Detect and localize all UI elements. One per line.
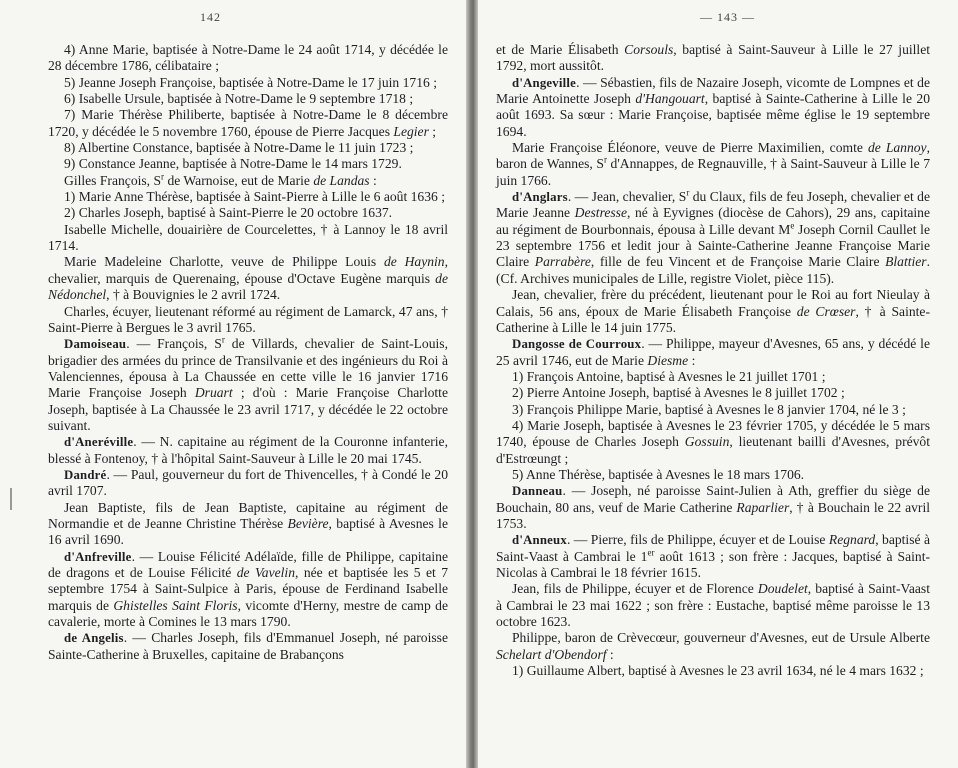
entry-heading: d'Angeville bbox=[512, 75, 577, 90]
paragraph bbox=[48, 156, 448, 172]
text-run: , baptisé à Avesnes le 16 avril 1690. bbox=[48, 515, 448, 548]
right-page-number: — 143 — bbox=[700, 10, 755, 24]
text-run: Jean, chevalier, frère du précédent, lieutenant pour le Roi au fort Nieulay à Calais, 56 ans, époux de Marie Élisabeth Françoise bbox=[496, 287, 930, 319]
right-page-text bbox=[496, 42, 930, 679]
italic-name: de Haynin bbox=[383, 254, 445, 270]
text-run: . — Charles Joseph, fils d'Emmanuel Joseph, né paroisse Sainte-Catherine à Bruxelles, capitaine de Brabançons bbox=[48, 630, 448, 662]
text-run: . — N. capitaine au régiment de la Couronne infanterie, blessé à Fontenoy, † à l'hôpital Saint-Sauveur à Lille le 20 mai 1745. bbox=[48, 434, 448, 466]
paragraph bbox=[48, 254, 448, 303]
text-run: Marie Madeleine Charlotte, veuve de Philippe Louis bbox=[64, 254, 384, 270]
text-run: , né à Eyvignes (diocèse de Cahors), 29 ans, capitaine au régiment de Bourbonnais, épousa à Lille devant M bbox=[496, 205, 930, 237]
text-run: ; bbox=[428, 123, 437, 139]
paragraph bbox=[48, 467, 448, 500]
left-page-text bbox=[48, 42, 448, 663]
left-page-number: 142 bbox=[200, 10, 221, 24]
text-run: . (Cf. Archives municipales de Lille, registre Violet, pièce 115). bbox=[496, 254, 931, 286]
italic-name: Blattier bbox=[885, 254, 927, 270]
text-run: Jean Baptiste, fils de Jean Baptiste, capitaine au régiment de Normandie et de Jeanne Christine Thérèse bbox=[48, 499, 448, 531]
superscript: r bbox=[221, 334, 225, 345]
text-run: Philippe, baron de Crèvecœur, gouverneur d'Avesnes, eut de Ursule Alberte bbox=[512, 630, 930, 646]
text-run: , baptisé à Saint-Vaast à Cambrai le 1 bbox=[496, 532, 931, 564]
text-run: . — Sébastien, fils de Nazaire Joseph, vicomte de Lompnes et de Marie Antoinette Joseph bbox=[496, 74, 930, 107]
italic-name: de Nédonchel bbox=[48, 270, 448, 303]
italic-name: Ghistelles Saint Floris bbox=[113, 597, 238, 613]
text-run: 4) Anne Marie, baptisée à Notre-Dame le 24 août 1714, y décédée le 28 décembre 1786, célibataire ; bbox=[48, 42, 448, 74]
entry-heading: de Angelis bbox=[64, 631, 124, 646]
entry-heading: Dangosse de Courroux bbox=[512, 337, 642, 352]
text-run: . — Jean, chevalier, S bbox=[567, 189, 687, 205]
text-run: 2) Pierre Antoine Joseph, baptisé à Avesnes le 8 juillet 1702 ; bbox=[512, 385, 845, 401]
text-run: 6) Isabelle Ursule, baptisée à Notre-Dame le 9 septembre 1718 ; bbox=[64, 91, 414, 107]
paragraph bbox=[496, 189, 930, 287]
text-run: Jean, fils de Philippe, écuyer et de Florence bbox=[512, 581, 758, 597]
margin-mark bbox=[10, 488, 12, 510]
italic-name: d'Hangouart bbox=[635, 91, 705, 107]
right-page bbox=[478, 0, 958, 768]
italic-name: de Vavelin bbox=[236, 565, 296, 580]
text-run: , baptisé à Sainte-Catherine à Lille le 20 août 1693. Sa sœur : Marie Françoise, baptisée même église le 19 septembre 1694. bbox=[496, 91, 930, 139]
superscript: r bbox=[686, 187, 690, 198]
italic-name: Druart bbox=[194, 385, 233, 401]
text-run: du Claux, fils de feu Joseph, chevalier et de Marie Jeanne bbox=[496, 189, 930, 221]
entry-heading: d'Anfreville bbox=[64, 549, 132, 564]
italic-name: Parrabère bbox=[534, 254, 591, 270]
text-run: . — Joseph, né paroisse Saint-Julien à Ath, greffier du siège de Bouchain, 80 ans, veuf de Marie Catherine bbox=[496, 483, 930, 515]
text-run: 5) Anne Thérèse, baptisée à Avesnes le 18 mars 1706. bbox=[512, 466, 805, 482]
italic-name: Bevière bbox=[287, 515, 329, 531]
italic-name: Legier bbox=[393, 123, 429, 139]
italic-name: Gossuin bbox=[684, 434, 730, 450]
text-run: 1) Marie Anne Thérèse, baptisée à Saint-Pierre à Lille le 6 août 1636 ; bbox=[64, 189, 446, 205]
text-run: d'Annappes, de Regnauville, † à Saint-Sauveur à Lille le 7 juin 1766. bbox=[496, 156, 930, 188]
paragraph bbox=[48, 91, 448, 107]
text-run: , fille de feu Vincent et de Françoise Marie Claire bbox=[590, 254, 886, 270]
left-page bbox=[0, 0, 466, 768]
text-run: , lieutenant bailli d'Avesnes, prévôt d'Estrœungt ; bbox=[496, 434, 931, 466]
entry-heading: d'Anneux bbox=[512, 533, 567, 548]
text-run: de Villards, chevalier de Saint-Louis, brigadier des armées du prince de Transilvanie et des ingénieurs du Roi à Valenciennes, épousa à La Chaussée en cette ville le 16 janvier 1716 Marie Françoise Joseph bbox=[48, 336, 448, 401]
text-run: , † à Bouchain le 22 avril 1753. bbox=[496, 499, 930, 531]
italic-name: Schelart d'Obendorf bbox=[496, 646, 607, 662]
entry-heading: Dandré bbox=[64, 467, 107, 482]
text-run: Charles, écuyer, lieutenant réformé au régiment de Lamarck, 47 ans, † Saint-Pierre à Bergues le 3 avril 1765. bbox=[48, 303, 448, 335]
text-run: août 1613 ; son frère : Jacques, baptisé à Saint-Nicolas à Cambrai le 18 février 1615. bbox=[496, 548, 931, 580]
paragraph bbox=[48, 173, 448, 189]
text-run: , baptisé à Saint-Vaast à Cambrai le 23 mai 1622 ; son frère : Eustache, baptisé même paroisse le 13 octobre 1623. bbox=[496, 581, 931, 630]
italic-name: de Landas bbox=[313, 172, 370, 188]
text-run: Marie Françoise Éléonore, veuve de Pierre Maximilien, comte bbox=[512, 140, 868, 156]
paragraph bbox=[48, 304, 448, 337]
paragraph bbox=[496, 630, 930, 663]
superscript: r bbox=[603, 154, 607, 165]
italic-name: Destresse bbox=[574, 205, 628, 221]
paragraph bbox=[48, 140, 448, 156]
paragraph bbox=[48, 75, 448, 91]
paragraph bbox=[496, 336, 930, 369]
text-run: . — Paul, gouverneur du fort de Thivencelles, † à Condé le 20 avril 1707. bbox=[48, 466, 448, 499]
superscript: r bbox=[161, 171, 165, 182]
text-run: Isabelle Michelle, douairière de Courcelettes, † à Lannoy le 18 avril 1714. bbox=[48, 221, 448, 254]
text-run: 1) Guillaume Albert, baptisé à Avesnes le 23 avril 1634, né le 4 mars 1632 ; bbox=[512, 663, 924, 679]
text-run: , baron de Wannes, S bbox=[496, 140, 931, 172]
paragraph bbox=[48, 549, 448, 631]
text-run: 7) Marie Thérèse Philiberte, baptisée à Notre-Dame le 8 décembre 1720, y décédée le 5 novembre 1760, épouse de Pierre Jacques bbox=[48, 107, 448, 139]
entry-heading: Damoiseau bbox=[64, 337, 127, 352]
paragraph bbox=[48, 500, 448, 549]
paragraph bbox=[48, 434, 448, 467]
text-run: Joseph Cornil Caullet le 23 septembre 1756 et ledit jour à Sainte-Catherine Jeanne Françoise Marie Claire bbox=[496, 221, 930, 270]
book-gutter bbox=[466, 0, 478, 768]
paragraph bbox=[496, 532, 930, 581]
paragraph bbox=[496, 369, 930, 385]
text-run: 4) Marie Joseph, baptisée à Avesnes le 23 février 1705, y décédée le 5 mars 1740, épouse de Charles Joseph bbox=[496, 417, 930, 450]
superscript: e bbox=[790, 220, 795, 231]
paragraph bbox=[48, 42, 448, 75]
paragraph bbox=[496, 402, 930, 418]
paragraph bbox=[496, 140, 930, 189]
italic-name: Doudelet bbox=[757, 581, 808, 597]
italic-name: Corsouls bbox=[624, 42, 674, 57]
entry-heading: Danneau bbox=[512, 484, 563, 499]
text-run: , née et baptisée les 5 et 7 septembre 1754 à Saint-Sulpice à Paris, épouse de Ferdinand Isabelle marquis de bbox=[48, 565, 449, 613]
text-run: et de Marie Élisabeth bbox=[496, 42, 625, 57]
italic-name: de Lannoy bbox=[867, 140, 927, 156]
paragraph bbox=[496, 581, 930, 630]
paragraph bbox=[496, 385, 930, 401]
text-run: . — Pierre, fils de Philippe, écuyer et de Louise bbox=[566, 532, 829, 548]
paragraph bbox=[496, 663, 930, 679]
paragraph bbox=[48, 336, 448, 434]
entry-heading: d'Anglars bbox=[512, 190, 568, 205]
paragraph bbox=[496, 483, 930, 532]
paragraph bbox=[496, 287, 930, 336]
paragraph bbox=[496, 42, 930, 75]
paragraph bbox=[496, 467, 930, 483]
text-run: , chevalier, marquis de Querenaing, épouse d'Octave Eugène marquis bbox=[48, 254, 449, 286]
text-run: , † à Bouvignies le 2 avril 1724. bbox=[106, 287, 281, 303]
text-run: 2) Charles Joseph, baptisé à Saint-Pierre le 20 octobre 1637. bbox=[64, 205, 393, 221]
italic-name: Raparlier bbox=[736, 499, 790, 515]
italic-name: de Crœser bbox=[796, 303, 856, 319]
text-run: de Warnoise, eut de Marie bbox=[164, 172, 314, 188]
text-run: : bbox=[606, 646, 614, 662]
italic-name: Diesme bbox=[647, 352, 689, 368]
text-run: : bbox=[688, 352, 696, 368]
text-run: 5) Jeanne Joseph Françoise, baptisée à Notre-Dame le 17 juin 1716 ; bbox=[64, 74, 437, 90]
paragraph bbox=[48, 189, 448, 205]
paragraph bbox=[48, 205, 448, 221]
text-run: 8) Albertine Constance, baptisée à Notre-Dame le 11 juin 1723 ; bbox=[64, 140, 414, 156]
paragraph bbox=[496, 418, 930, 467]
text-run: ; d'où : Marie Françoise Charlotte Joseph, baptisée à La Chaussée le 23 avril 1717, y décédée le 22 octobre suivant. bbox=[48, 385, 448, 433]
text-run: . — François, S bbox=[126, 336, 222, 352]
paragraph bbox=[48, 107, 448, 140]
paragraph bbox=[496, 75, 930, 140]
paragraph bbox=[48, 222, 448, 255]
entry-heading: d'Aneréville bbox=[64, 435, 134, 450]
text-run: . — Louise Félicité Adélaïde, fille de Philippe, capitaine de dragons et de Louise Félicité bbox=[48, 548, 448, 580]
text-run: , † à Sainte-Catherine à Lille le 14 juin 1775. bbox=[496, 303, 930, 335]
text-run: 3) François Philippe Marie, baptisé à Avesnes le 8 janvier 1704, né le 3 ; bbox=[512, 401, 906, 417]
text-run: 1) François Antoine, baptisé à Avesnes le 21 juillet 1701 ; bbox=[512, 368, 826, 384]
paragraph bbox=[48, 630, 448, 663]
text-run: 9) Constance Jeanne, baptisée à Notre-Dame le 14 mars 1729. bbox=[64, 156, 402, 172]
text-run: . — Philippe, mayeur d'Avesnes, 65 ans, y décédé le 25 avril 1746, eut de Marie bbox=[496, 336, 930, 368]
text-run: , baptisé à Saint-Sauveur à Lille le 27 juillet 1792, mort aussitôt. bbox=[496, 42, 931, 74]
text-run: : bbox=[369, 172, 377, 188]
text-run: , vicomte d'Herny, mestre de camp de cavalerie, morte à Comines le 13 mars 1790. bbox=[48, 597, 448, 630]
text-run: Gilles François, S bbox=[64, 172, 162, 188]
superscript: er bbox=[647, 547, 655, 558]
italic-name: Regnard bbox=[828, 532, 876, 548]
